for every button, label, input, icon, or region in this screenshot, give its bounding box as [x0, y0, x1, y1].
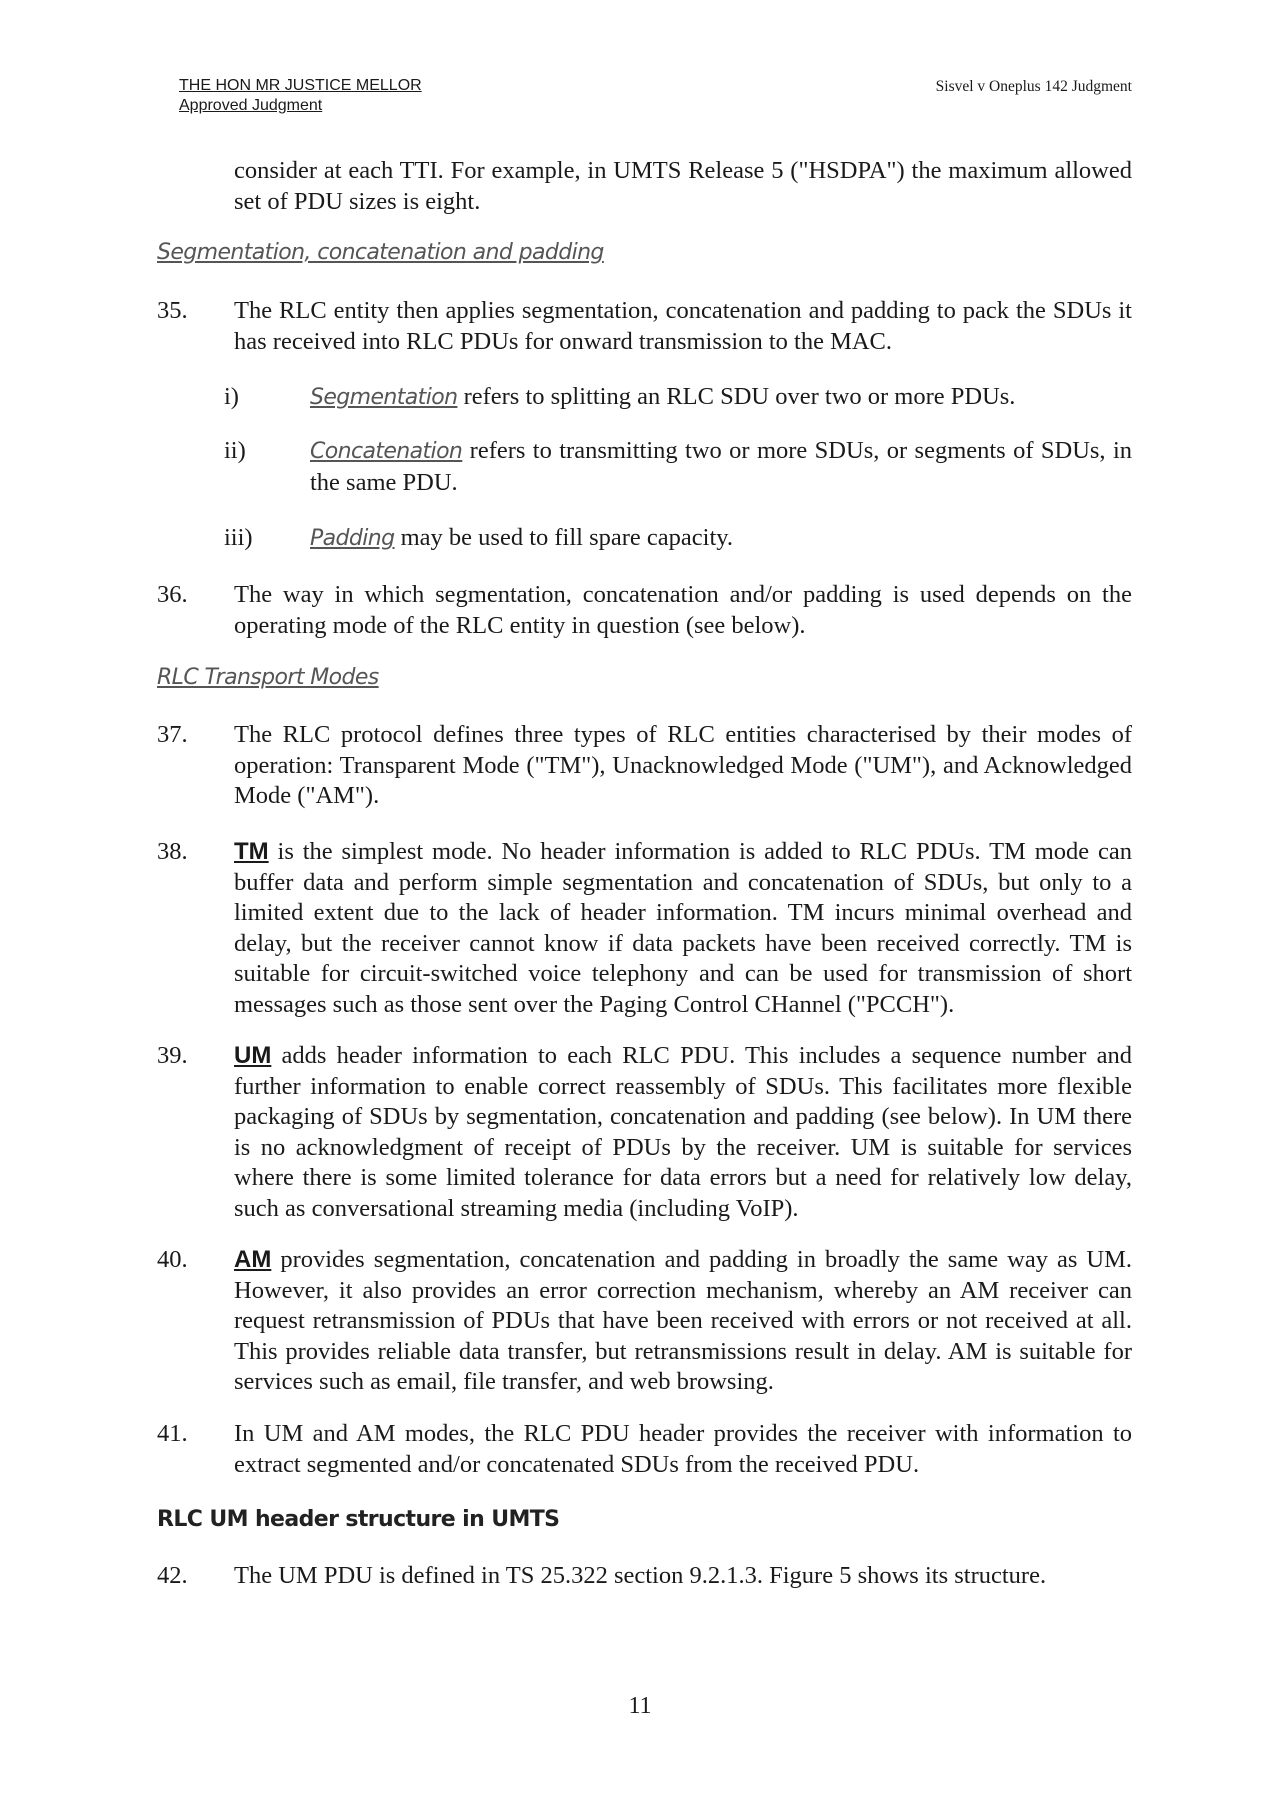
paragraph-number: 40. — [157, 1246, 188, 1273]
paragraph-number: 41. — [157, 1420, 188, 1447]
sub-item-number: i) — [224, 383, 239, 410]
paragraph-text: The way in which segmentation, concatenation and/or padding is used depends on the operating mode of the RLC entity in question (see below). — [234, 581, 1132, 639]
paragraph-text: is the simplest mode. No header information is added to RLC PDUs. TM mode can buffer data and perform simple segmentation and concatenation of SDUs, but only to a limited extent due to the lack of header information. TM incurs minimal overhead and delay, but the receiver cannot know if data packets have been received correctly. TM is suitable for circuit-switched voice telephony and can be used for transmission of short messages such as those sent over the Paging Control CHannel ("PCCH"). — [234, 838, 1132, 1018]
defined-term: AM — [234, 1246, 272, 1273]
continuation-paragraph: consider at each TTI. For example, in UMTS Release 5 ("HSDPA") the maximum allowed set of PDU sizes is eight. — [234, 157, 1132, 215]
paragraph-40 — [157, 1245, 1132, 1398]
page-number: 11 — [628, 1693, 652, 1719]
paragraph-41 — [157, 1419, 1132, 1480]
running-header-left — [179, 76, 422, 116]
paragraph-38 — [157, 837, 1132, 1020]
section-heading-transport-modes: RLC Transport Modes — [157, 665, 379, 690]
judge-name: THE HON MR JUSTICE MELLOR — [179, 77, 422, 94]
paragraph-number: 38. — [157, 838, 188, 865]
paragraph-number: 39. — [157, 1042, 188, 1069]
paragraph-number: 37. — [157, 721, 188, 748]
sub-item-padding — [224, 523, 1132, 555]
section-heading-segmentation: Segmentation, concatenation and padding — [157, 240, 604, 265]
paragraph-36 — [157, 580, 1132, 641]
defined-term: Segmentation — [310, 385, 458, 410]
sub-item-concatenation — [224, 436, 1132, 498]
defined-term: UM — [234, 1042, 272, 1069]
approved-judgment-label: Approved Judgment — [179, 97, 323, 114]
sub-item-text: may be used to fill spare capacity. — [394, 524, 734, 551]
defined-term: Concatenation — [310, 439, 463, 464]
sub-item-text: refers to transmitting two or more SDUs, or segments of SDUs, in the same PDU. — [310, 437, 1132, 496]
paragraph-35 — [157, 296, 1132, 357]
running-header-case: Sisvel v Oneplus 142 Judgment — [935, 78, 1132, 95]
paragraph-number: 35. — [157, 297, 188, 324]
paragraph-text: The RLC protocol defines three types of RLC entities characterised by their modes of operation: Transparent Mode ("TM"), Unacknowledged Mode ("UM"), and Acknowledged Mode ("AM"). — [234, 721, 1132, 809]
paragraph-number: 42. — [157, 1562, 188, 1589]
sub-item-number: iii) — [224, 524, 253, 551]
paragraph-text: The UM PDU is defined in TS 25.322 section 9.2.1.3. Figure 5 shows its structure. — [234, 1562, 1047, 1589]
paragraph-39 — [157, 1041, 1132, 1224]
paragraph-text: The RLC entity then applies segmentation, concatenation and padding to pack the SDUs it has received into RLC PDUs for onward transmission to the MAC. — [234, 297, 1132, 355]
defined-term: TM — [234, 838, 269, 865]
sub-item-number: ii) — [224, 437, 246, 464]
defined-term: Padding — [310, 526, 395, 551]
sub-item-text: refers to splitting an RLC SDU over two or more PDUs. — [457, 383, 1016, 410]
paragraph-number: 36. — [157, 581, 188, 608]
paragraph-37 — [157, 720, 1132, 812]
paragraph-text: adds header information to each RLC PDU. This includes a sequence number and further information to enable correct reassembly of SDUs. This facilitates more flexible packaging of SDUs by segmentation, concatenation and padding (see below). In UM there is no acknowledgment of receipt of PDUs by the receiver. UM is suitable for services where there is some limited tolerance for data errors but a need for relatively low delay, such as conversational streaming media (including VoIP). — [234, 1042, 1132, 1222]
paragraph-text: provides segmentation, concatenation and padding in broadly the same way as UM. However, it also provides an error correction mechanism, whereby an AM receiver can request retransmission of PDUs that have been received with errors or not received at all. This provides reliable data transfer, but retransmissions result in delay. AM is suitable for services such as email, file transfer, and web browsing. — [234, 1246, 1132, 1395]
paragraph-42 — [157, 1561, 1132, 1592]
paragraph-text: In UM and AM modes, the RLC PDU header provides the receiver with information to extract segmented and/or concatenated SDUs from the received PDU. — [234, 1420, 1132, 1478]
section-heading-um-header: RLC UM header structure in UMTS — [157, 1507, 560, 1532]
sub-item-segmentation — [224, 382, 1132, 414]
